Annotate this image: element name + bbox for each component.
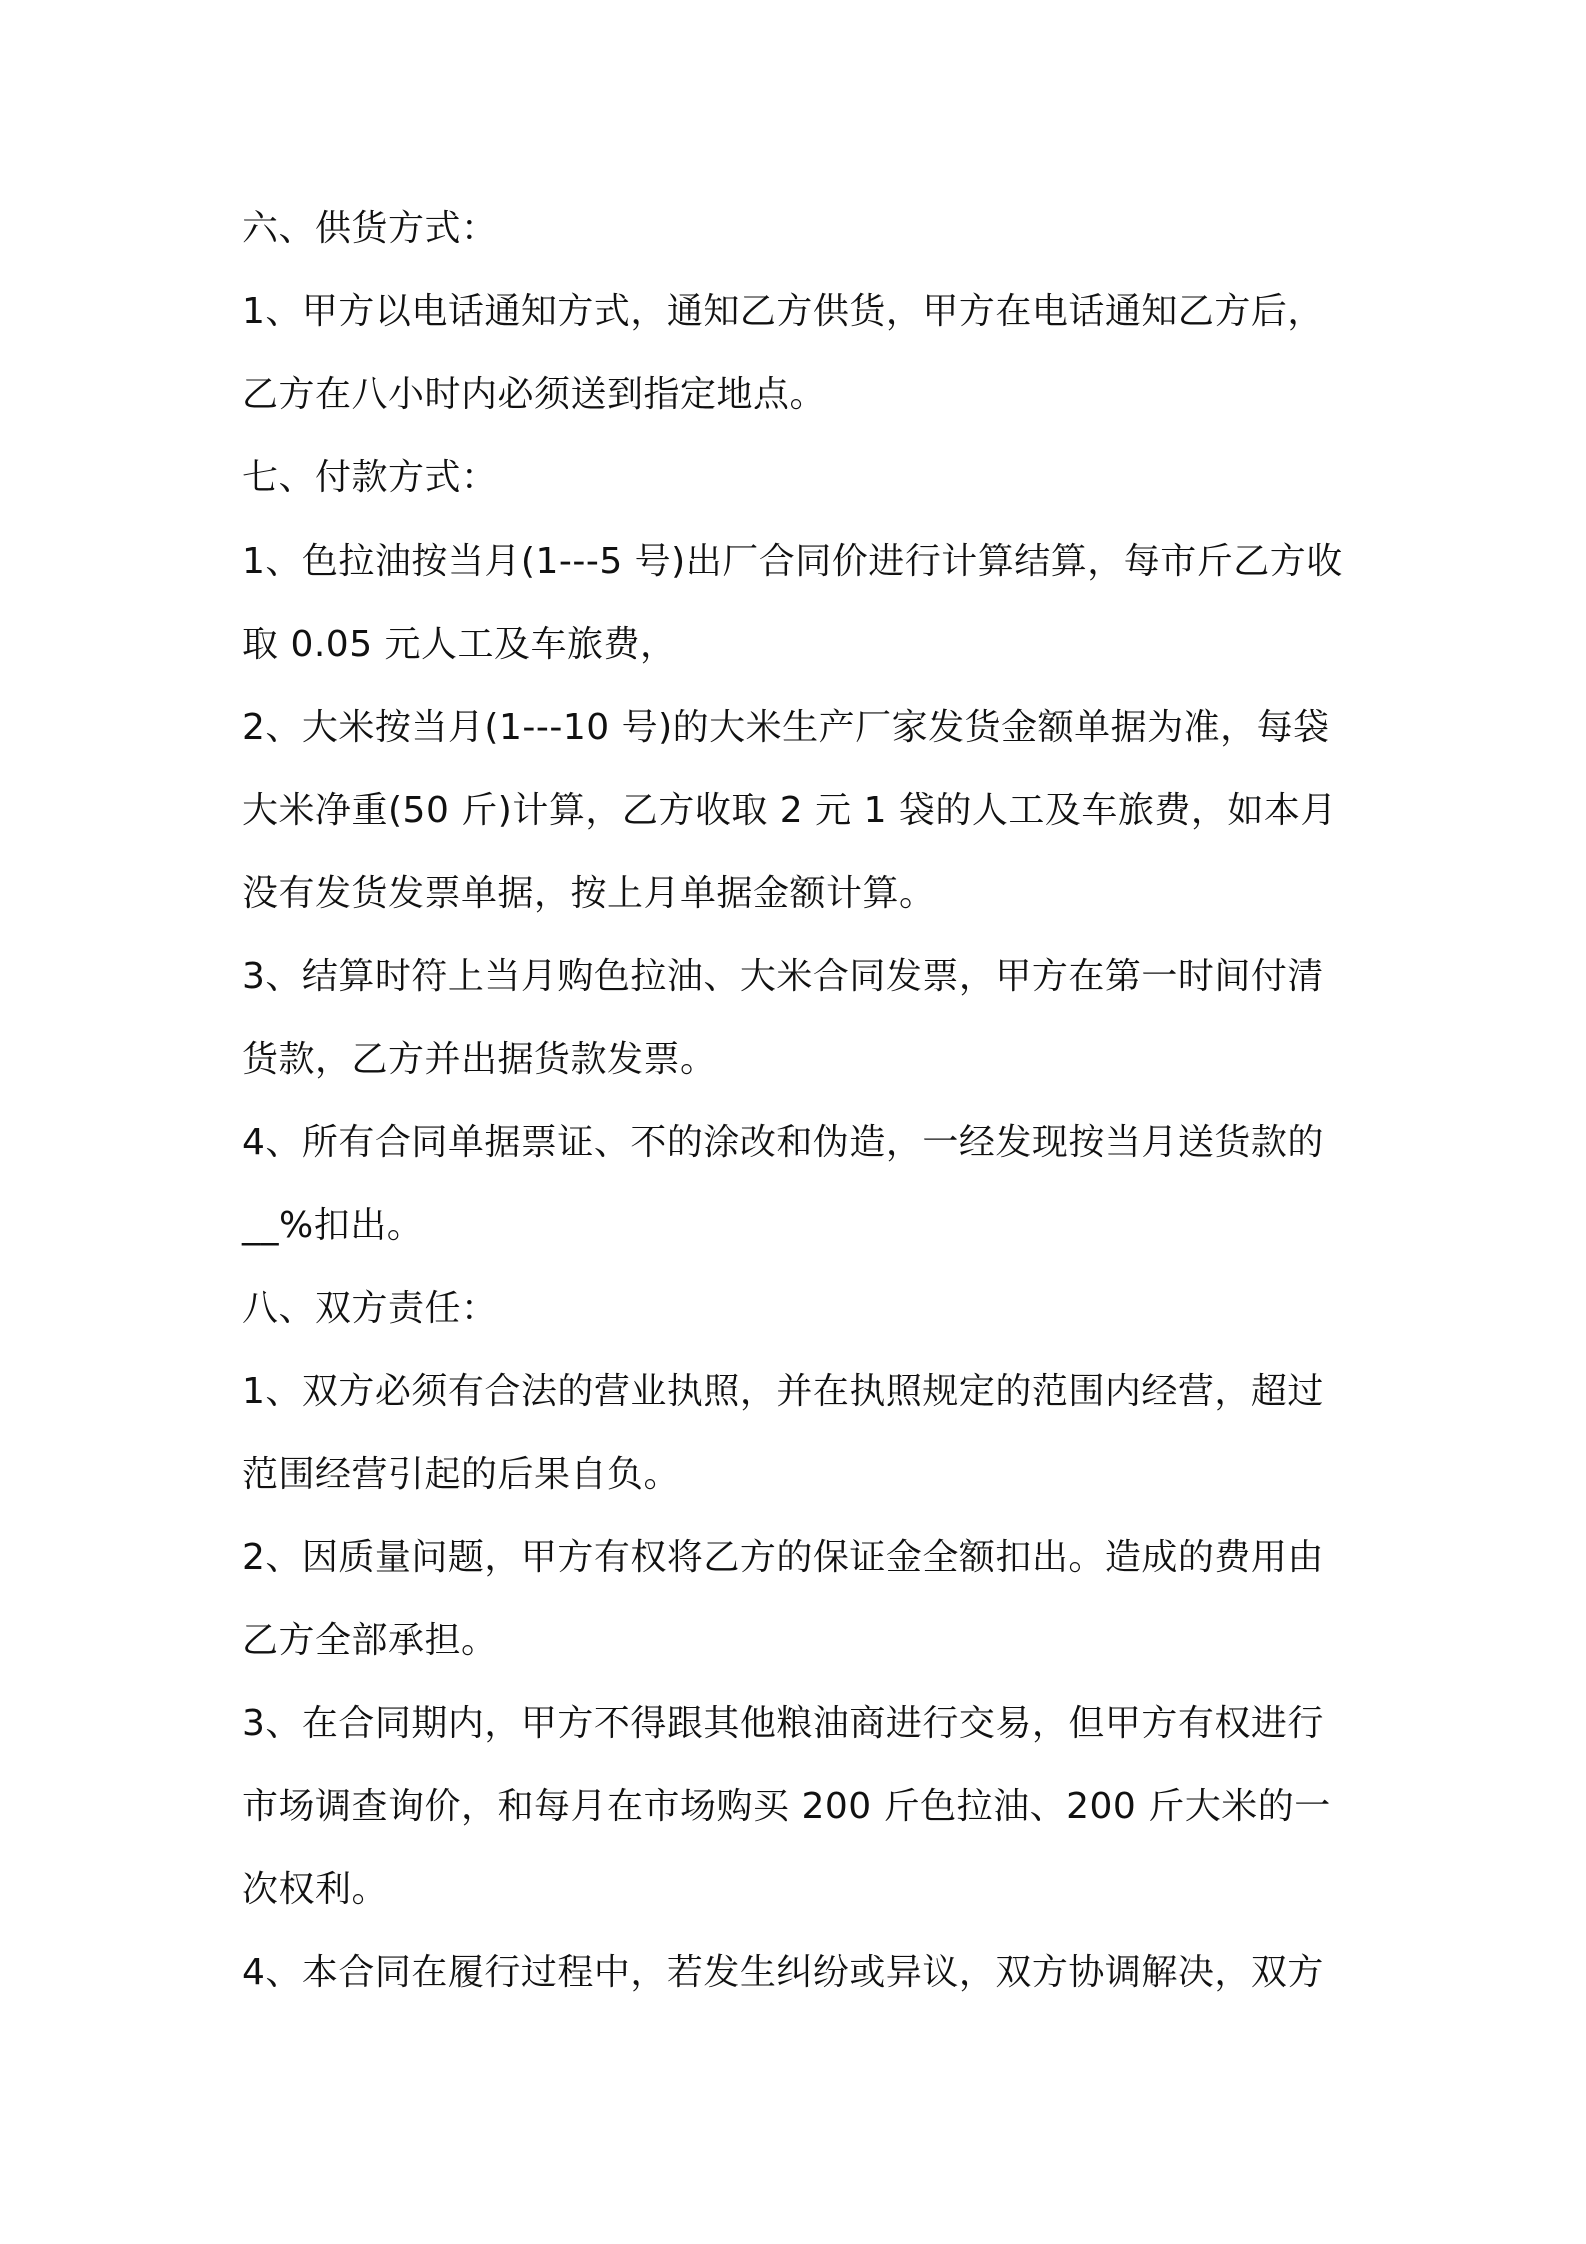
clause-text-line: 没有发货发票单据，按上月单据金额计算。	[242, 873, 936, 914]
clause-text-line: 1、双方必须有合法的营业执照，并在执照规定的范围内经营，超过	[242, 1371, 1324, 1412]
clause-text-line: 2、大米按当月(1---10 号)的大米生产厂家发货金额单据为准，每袋	[242, 707, 1330, 748]
clause-text-line: __%扣出。	[242, 1205, 424, 1246]
clause-text-line: 乙方全部承担。	[242, 1620, 498, 1661]
clause-text-line: 货款，乙方并出据货款发票。	[242, 1039, 717, 1080]
clause-text-line: 大米净重(50 斤)计算，乙方收取 2 元 1 袋的人工及车旅费，如本月	[242, 790, 1337, 831]
clause-text-line: 市场调查询价，和每月在市场购买 200 斤色拉油、200 斤大米的一	[242, 1786, 1331, 1827]
clause-text-line: 1、色拉油按当月(1---5 号)出厂合同价进行计算结算，每市斤乙方收	[242, 541, 1343, 582]
clause-text-line: 1、甲方以电话通知方式，通知乙方供货，甲方在电话通知乙方后，	[242, 291, 1324, 332]
clause-text-line: 次权利。	[242, 1869, 389, 1910]
clause-text-line: 3、在合同期内，甲方不得跟其他粮油商进行交易，但甲方有权进行	[242, 1703, 1324, 1744]
clause-text-line: 3、结算时符上当月购色拉油、大米合同发票，甲方在第一时间付清	[242, 956, 1324, 997]
clause-text-line: 乙方在八小时内必须送到指定地点。	[242, 374, 827, 415]
section-heading-responsibilities: 八、双方责任：	[242, 1288, 498, 1329]
clause-text-line: 4、本合同在履行过程中，若发生纠纷或异议，双方协调解决，双方	[242, 1952, 1324, 1993]
clause-text-line: 取 0.05 元人工及车旅费，	[242, 624, 677, 665]
clause-text-line: 2、因质量问题，甲方有权将乙方的保证金全额扣出。造成的费用由	[242, 1537, 1324, 1578]
section-heading-supply-method: 六、供货方式：	[242, 208, 498, 249]
clause-text-line: 范围经营引起的后果自负。	[242, 1454, 681, 1495]
clause-text-line: 4、所有合同单据票证、不的涂改和伪造，一经发现按当月送货款的	[242, 1122, 1324, 1163]
section-heading-payment-method: 七、付款方式：	[242, 457, 498, 498]
